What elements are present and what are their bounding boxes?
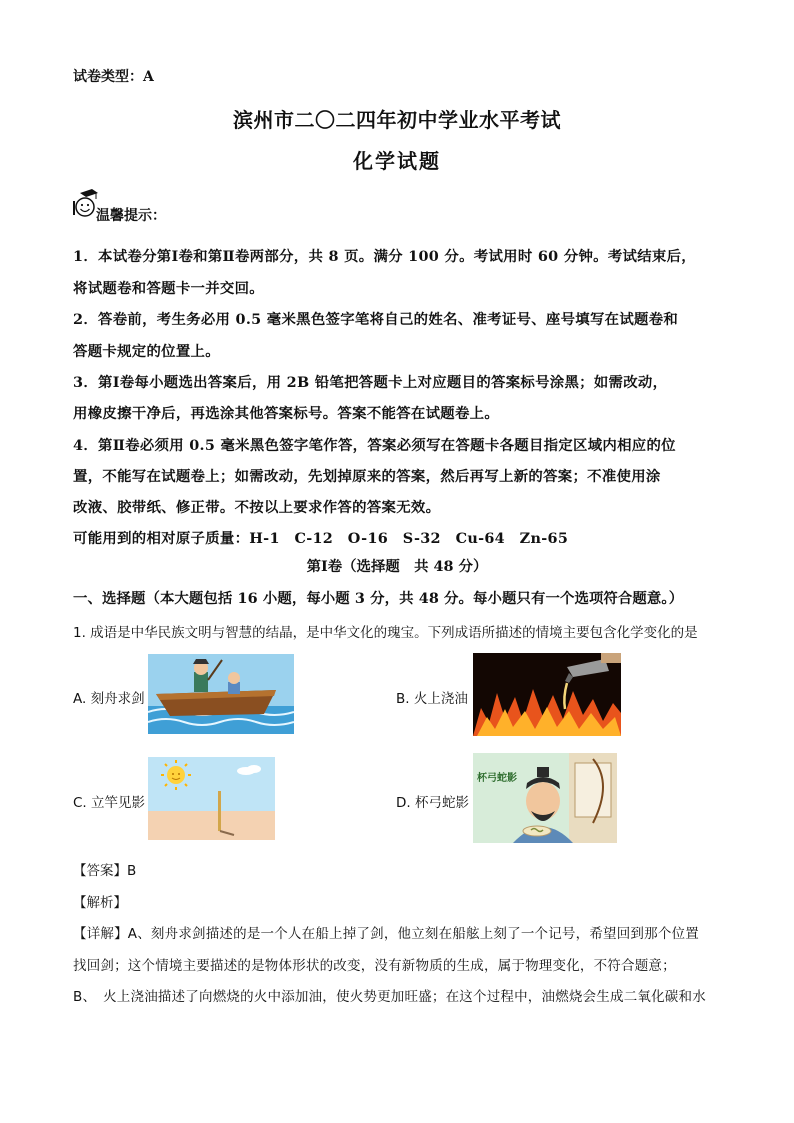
- analysis-label: 【解析】: [73, 895, 127, 911]
- question-1-stem: 1. 成语是中华民族文明与智慧的结晶，是中华文化的瑰宝。下列成语所描述的情境主要包含化学变化的是: [73, 625, 698, 641]
- option-d-label: D. 杯弓蛇影: [396, 795, 469, 811]
- paper-type: 试卷类型：A: [73, 69, 154, 85]
- notice-line-3: 2．答卷前，考生务必用 0.5 毫米黑色签字笔将自己的姓名、准考证号、座号填写在试题卷和: [73, 311, 679, 328]
- notice-line-5: 3．第Ⅰ卷每小题选出答案后，用 2B 铅笔把答题卡上对应题目的答案标号涂黑；如需改动，: [73, 374, 668, 391]
- notice-line-4: 答题卡规定的位置上。: [73, 343, 220, 360]
- tips-label: 温馨提示：: [96, 208, 166, 224]
- boat-picture: [148, 654, 294, 734]
- picture-caption: 杯弓蛇影: [477, 773, 517, 784]
- detail-line-2: 找回剑；这个情境主要描述的是物体形状的改变，没有新物质的生成，属于物理变化，不符合题意；: [73, 958, 676, 974]
- section-heading: 第Ⅰ卷（选择题 共 48 分）: [306, 558, 488, 575]
- option-b-label: B. 火上浇油: [396, 691, 468, 707]
- cup-bow-picture: [473, 753, 617, 843]
- notice-line-6: 用橡皮擦干净后，再选涂其他答案标号。答案不能答在试题卷上。: [73, 405, 500, 422]
- notice-line-1: 1．本试卷分第Ⅰ卷和第Ⅱ卷两部分，共 8 页。满分 100 分。考试用时 60 分钟。考试结束后，: [73, 248, 696, 265]
- smiley-graduate-icon: [72, 189, 98, 219]
- exam-title: 滨州市二〇二四年初中学业水平考试: [233, 108, 561, 132]
- notice-line-9: 改液、胶带纸、修正带。不按以上要求作答的答案无效。: [73, 499, 441, 516]
- exam-subtitle: 化学试题: [353, 149, 441, 173]
- notice-line-2: 将试题卷和答题卡一并交回。: [73, 280, 264, 297]
- answer-line: 【答案】B: [73, 863, 137, 879]
- notice-line-7: 4．第Ⅱ卷必须用 0.5 毫米黑色签字笔作答，答案必须写在答题卡各题目指定区域内相应的位: [73, 437, 676, 454]
- detail-line-3: B、 火上浇油描述了向燃烧的火中添加油，使火势更加旺盛；在这个过程中，油燃烧会生成二氧化碳和水: [73, 989, 706, 1005]
- notice-line-8: 置，不能写在试题卷上；如需改动，先划掉原来的答案，然后再写上新的答案；不准使用涂: [73, 468, 661, 485]
- part-one-heading: 一、选择题（本大题包括 16 小题，每小题 3 分，共 48 分。每小题只有一个选项符合题意。）: [73, 590, 684, 607]
- atomic-mass-line: 可能用到的相对原子质量：H-1 C-12 O-16 S-32 Cu-64 Zn-65: [73, 530, 569, 547]
- detail-line-1: 【详解】A、刻舟求剑描述的是一个人在船上掉了剑，他立刻在船舷上刻了一个记号，希望回到那个位置: [73, 926, 699, 942]
- pole-shadow-picture: [148, 757, 275, 840]
- option-a-label: A. 刻舟求剑: [73, 691, 145, 707]
- option-c-label: C. 立竿见影: [73, 795, 146, 811]
- fire-picture: [473, 653, 621, 736]
